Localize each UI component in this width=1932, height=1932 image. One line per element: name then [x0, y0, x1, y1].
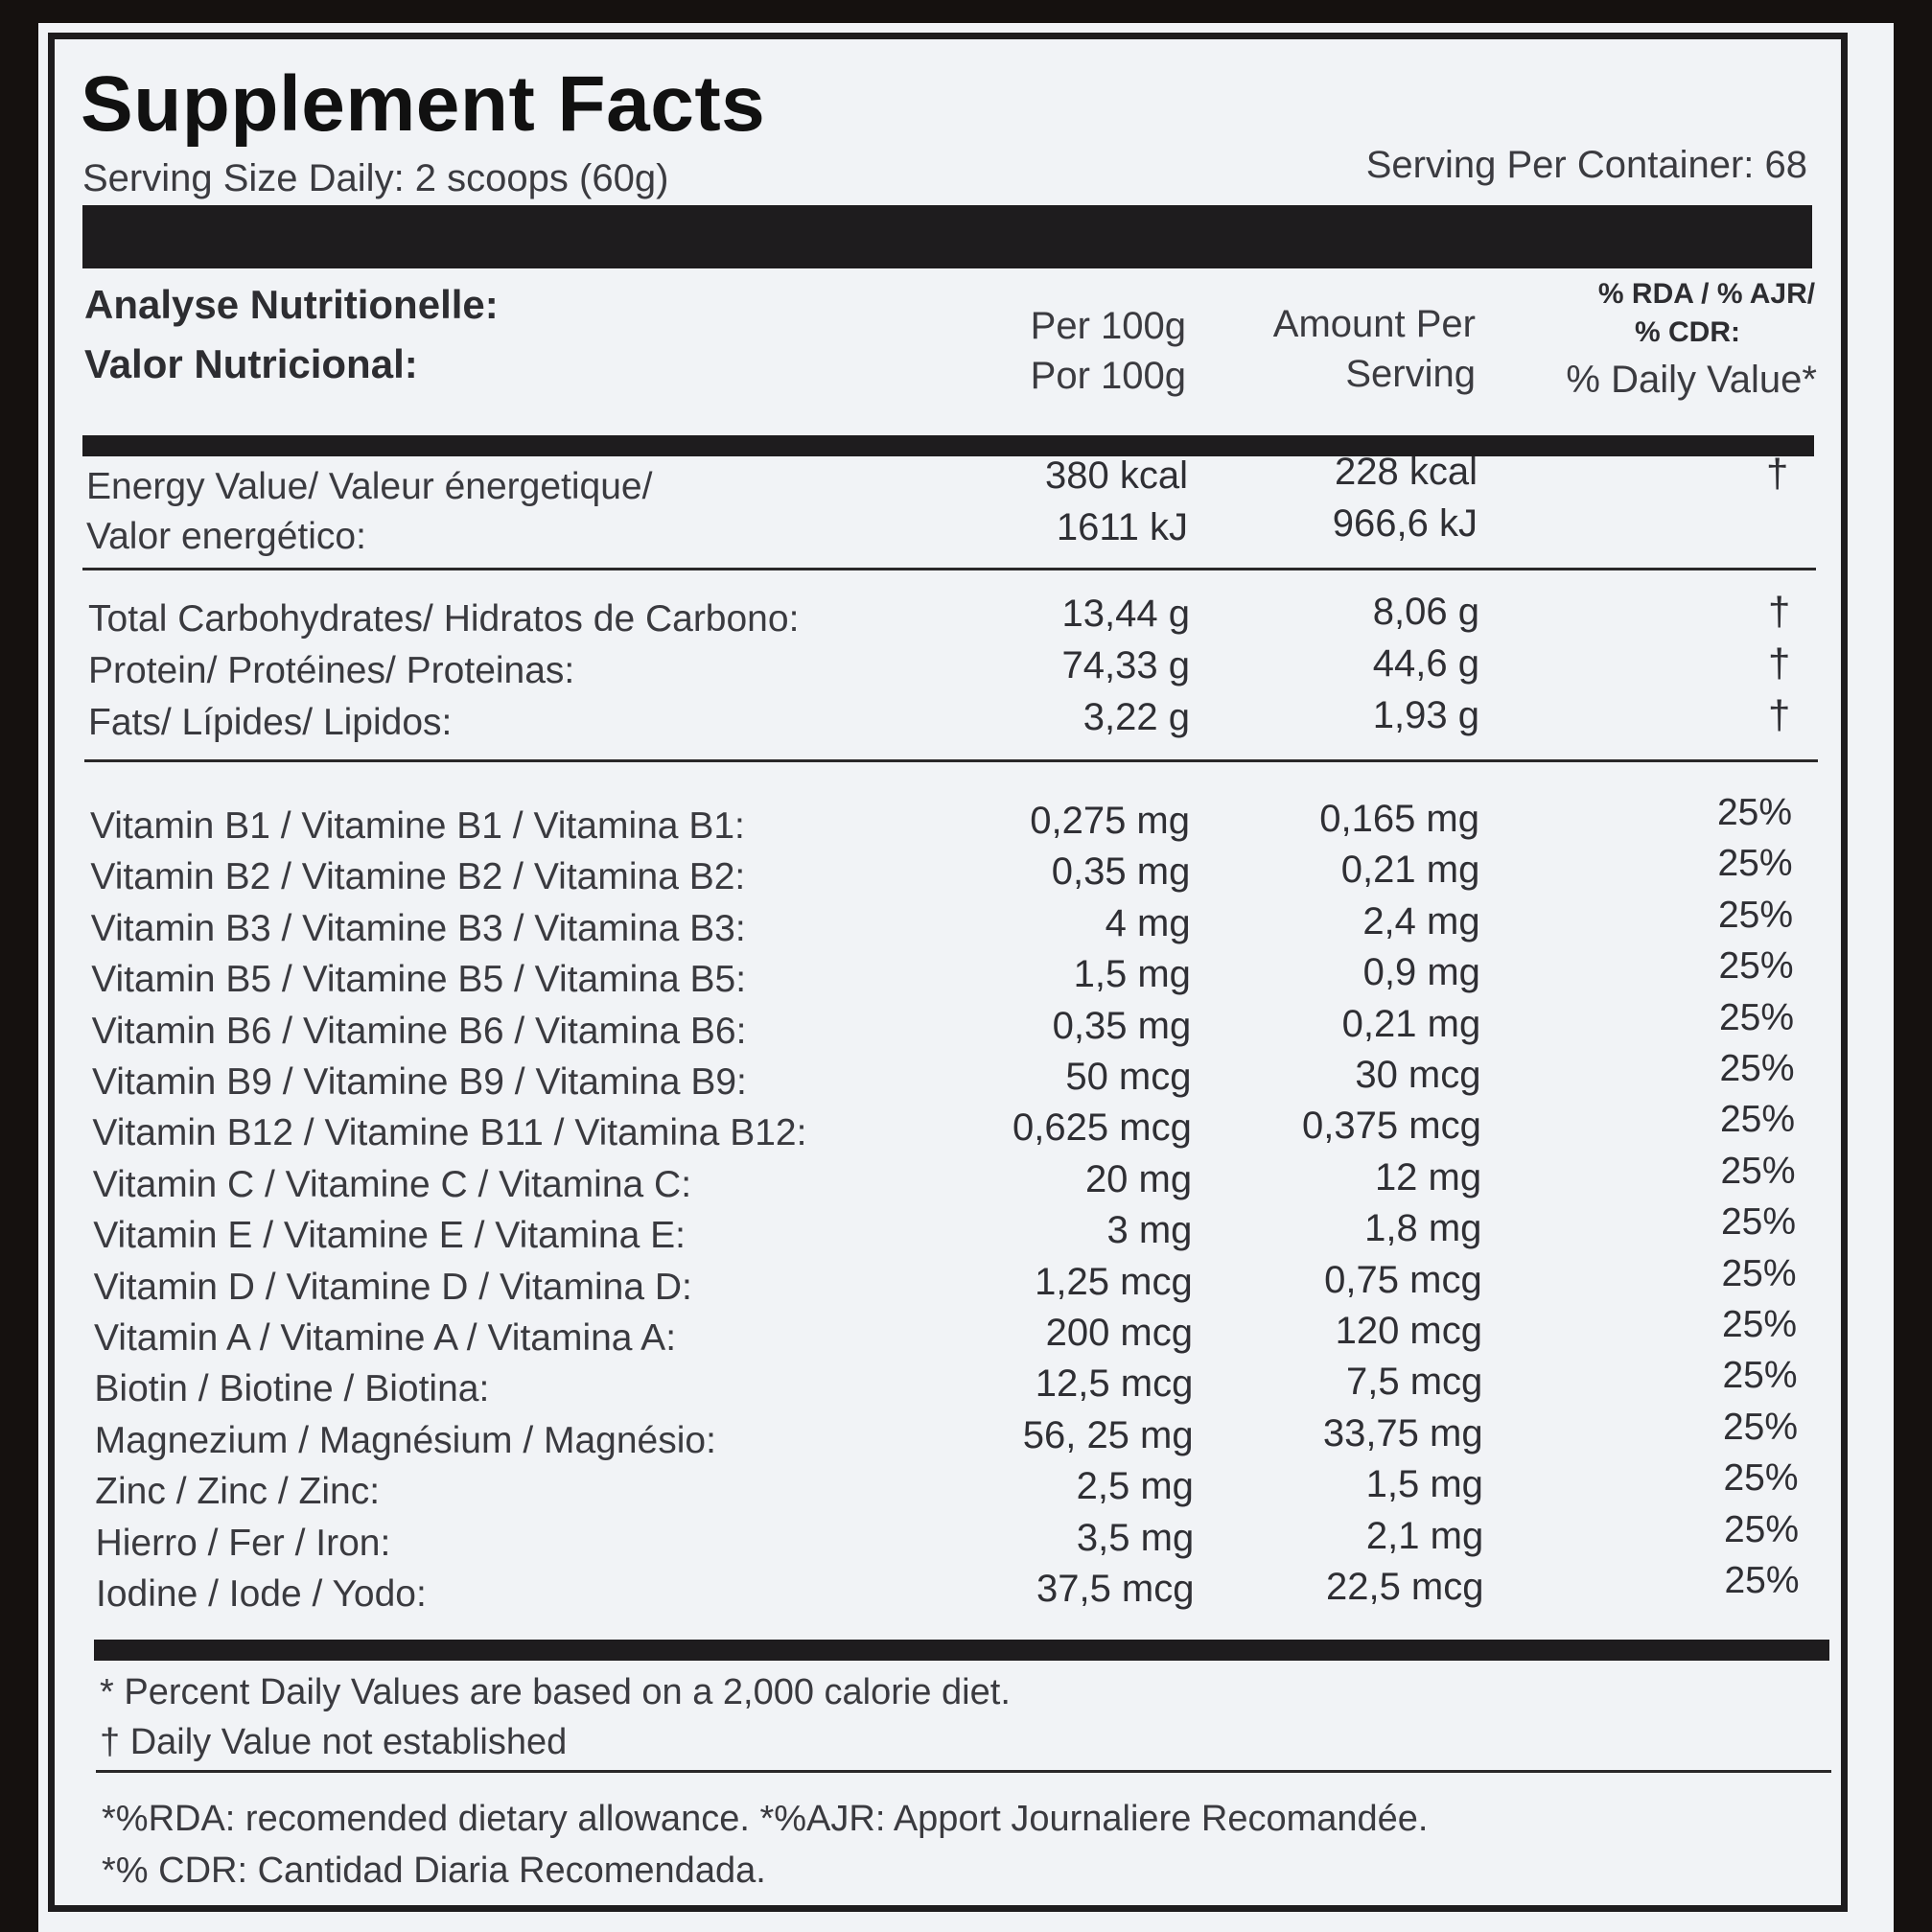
nutrient-per100: 1,25 mcg [1035, 1260, 1193, 1303]
nutrient-daily-value: 25% [1724, 1560, 1800, 1601]
nutrient-daily-value: 25% [1716, 792, 1792, 833]
nutrient-daily-value: 25% [1720, 1201, 1796, 1244]
nutrient-label: Vitamin B9 / Vitamine B9 / Vitamina B9: [92, 1061, 747, 1103]
footnote-divider [96, 1770, 1831, 1773]
top-divider-bar [82, 205, 1812, 268]
nutrient-per100: 37,5 mcg [1036, 1568, 1195, 1610]
header-amount-line2: Serving [1345, 353, 1476, 395]
macro-dv-dagger: † [1768, 640, 1791, 686]
energy-per100-kcal: 380 kcal [1045, 454, 1188, 497]
nutrient-daily-value: 25% [1722, 1355, 1798, 1397]
nutrient-per100: 50 mcg [1065, 1056, 1192, 1098]
energy-per100-kj: 1611 kJ [1056, 506, 1188, 548]
energy-label-line1: Energy Value/ Valeur énergetique/ [86, 466, 653, 507]
nutrient-label: Vitamin D / Vitamine D / Vitamina D: [93, 1266, 692, 1308]
nutrient-serving: 12 mg [1374, 1155, 1482, 1199]
nutrient-label: Vitamin B6 / Vitamine B6 / Vitamina B6: [91, 1010, 747, 1052]
macro-per100: 13,44 g [1061, 593, 1190, 635]
footnote-not-established: † Daily Value not established [100, 1722, 568, 1762]
nutrient-label: Biotin / Biotine / Biotina: [94, 1368, 490, 1410]
nutrient-serving: 0,21 mg [1341, 1002, 1481, 1045]
page-title: Supplement Facts [81, 60, 766, 148]
header-valor: Valor Nutricional: [84, 341, 418, 386]
nutrient-daily-value: 25% [1718, 996, 1794, 1038]
footnote-cdr-definition: *% CDR: Cantidad Diaria Recomendada. [102, 1851, 766, 1891]
macro-label: Total Carbohydrates/ Hidratos de Carbono: [88, 598, 800, 640]
footnote-percent-dv: * Percent Daily Values are based on a 2,000 calorie diet. [100, 1672, 1011, 1712]
header-analyse: Analyse Nutritionelle: [84, 282, 499, 327]
nutrient-daily-value: 25% [1719, 1048, 1795, 1089]
nutrient-label: Vitamin C / Vitamine C / Vitamina C: [92, 1163, 692, 1205]
nutrient-per100: 1,5 mg [1073, 953, 1191, 996]
nutrient-per100: 3 mg [1106, 1209, 1193, 1252]
nutrient-per100: 20 mg [1084, 1157, 1193, 1200]
energy-serving-kcal: 228 kcal [1335, 451, 1478, 493]
energy-dv-dagger: † [1766, 451, 1789, 496]
energy-label-line2: Valor energético: [86, 516, 366, 557]
nutrient-serving: 22,5 mcg [1325, 1566, 1484, 1608]
nutrient-label: Magnezium / Magnésium / Magnésio: [94, 1419, 716, 1461]
nutrient-serving: 2,4 mg [1362, 899, 1480, 943]
header-divider-bar [82, 435, 1814, 456]
nutrient-label: Zinc / Zinc / Zinc: [95, 1471, 381, 1513]
serving-size: Serving Size Daily: 2 scoops (60g) [82, 157, 669, 199]
nutrient-daily-value: 25% [1717, 894, 1793, 936]
energy-divider [82, 568, 1816, 570]
nutrient-serving: 7,5 mcg [1346, 1361, 1483, 1404]
footer-divider-bar [94, 1640, 1829, 1661]
header-amount-line1: Amount Per [1272, 303, 1476, 345]
nutrient-label: Iodine / Iode / Yodo: [96, 1573, 427, 1615]
header-per100-line1: Per 100g [1030, 305, 1186, 347]
footnote-rda-definition: *%RDA: recomended dietary allowance. *%AJR: Apport Journaliere Recomandée. [102, 1799, 1429, 1839]
nutrient-daily-value: 25% [1723, 1457, 1799, 1500]
energy-serving-kj: 966,6 kJ [1332, 502, 1478, 545]
macro-dv-dagger: † [1768, 692, 1791, 737]
nutrient-serving: 0,165 mg [1319, 798, 1479, 840]
nutrient-daily-value: 25% [1722, 1406, 1798, 1448]
macro-per100: 3,22 g [1082, 696, 1190, 738]
macro-serving: 44,6 g [1372, 642, 1479, 685]
nutrient-serving: 0,375 mcg [1302, 1105, 1481, 1148]
nutrient-daily-value: 25% [1718, 945, 1794, 988]
nutrient-daily-value: 25% [1721, 1252, 1797, 1294]
header-daily-value: % Daily Value* [1566, 359, 1817, 401]
nutrient-label: Vitamin B1 / Vitamine B1 / Vitamina B1: [90, 805, 745, 847]
nutrient-per100: 3,5 mg [1076, 1516, 1195, 1559]
nutrient-per100: 0,35 mg [1051, 850, 1191, 894]
nutrient-serving: 0,75 mcg [1324, 1258, 1482, 1301]
macro-serving: 8,06 g [1372, 591, 1479, 633]
macro-serving: 1,93 g [1372, 694, 1479, 736]
nutrient-per100: 0,625 mcg [1013, 1106, 1192, 1150]
header-per100-line2: Por 100g [1030, 355, 1186, 397]
nutrient-per100: 4 mg [1105, 901, 1191, 944]
nutrient-serving: 33,75 mg [1322, 1411, 1483, 1455]
nutrient-daily-value: 25% [1723, 1508, 1799, 1550]
nutrient-label: Vitamin B5 / Vitamine B5 / Vitamina B5: [91, 959, 747, 1001]
macro-divider [84, 759, 1818, 762]
nutrient-serving: 2,1 mg [1365, 1514, 1484, 1557]
macro-label: Fats/ Lípides/ Lipidos: [88, 702, 453, 743]
nutrient-daily-value: 25% [1719, 1099, 1795, 1141]
nutrient-serving: 120 mcg [1335, 1310, 1482, 1352]
nutrient-label: Vitamin A / Vitamine A / Vitamina A: [94, 1317, 677, 1359]
nutrient-serving: 1,8 mg [1364, 1207, 1482, 1250]
nutrient-per100: 56, 25 mg [1022, 1413, 1194, 1456]
macro-label: Protein/ Protéines/ Proteinas: [88, 650, 575, 691]
nutrient-per100: 12,5 mcg [1035, 1362, 1194, 1406]
nutrient-daily-value: 25% [1717, 843, 1793, 885]
macro-per100: 74,33 g [1061, 644, 1190, 687]
header-rda-line2: % CDR: [1635, 316, 1740, 348]
nutrient-serving: 1,5 mg [1365, 1463, 1483, 1506]
nutrient-label: Vitamin E / Vitamine E / Vitamina E: [93, 1215, 686, 1257]
nutrient-daily-value: 25% [1720, 1150, 1796, 1192]
nutrient-serving: 30 mcg [1355, 1054, 1481, 1096]
nutrient-label: Vitamin B2 / Vitamine B2 / Vitamina B2: [90, 856, 746, 898]
nutrient-daily-value: 25% [1721, 1304, 1797, 1345]
macro-dv-dagger: † [1768, 589, 1791, 634]
nutrient-label: Vitamin B3 / Vitamine B3 / Vitamina B3: [90, 907, 746, 949]
serving-per-container: Serving Per Container: 68 [1365, 144, 1807, 186]
nutrient-per100: 200 mcg [1045, 1312, 1193, 1354]
nutrient-per100: 0,275 mg [1030, 800, 1190, 842]
header-rda-line1: % RDA / % AJR/ [1597, 278, 1816, 310]
nutrient-serving: 0,21 mg [1340, 849, 1480, 892]
nutrient-label: Vitamin B12 / Vitamine B11 / Vitamina B12: [92, 1112, 807, 1154]
nutrient-per100: 0,35 mg [1052, 1004, 1192, 1047]
nutrient-serving: 0,9 mg [1362, 951, 1480, 994]
nutrient-label: Hierro / Fer / Iron: [95, 1522, 391, 1564]
nutrient-per100: 2,5 mg [1076, 1465, 1194, 1508]
